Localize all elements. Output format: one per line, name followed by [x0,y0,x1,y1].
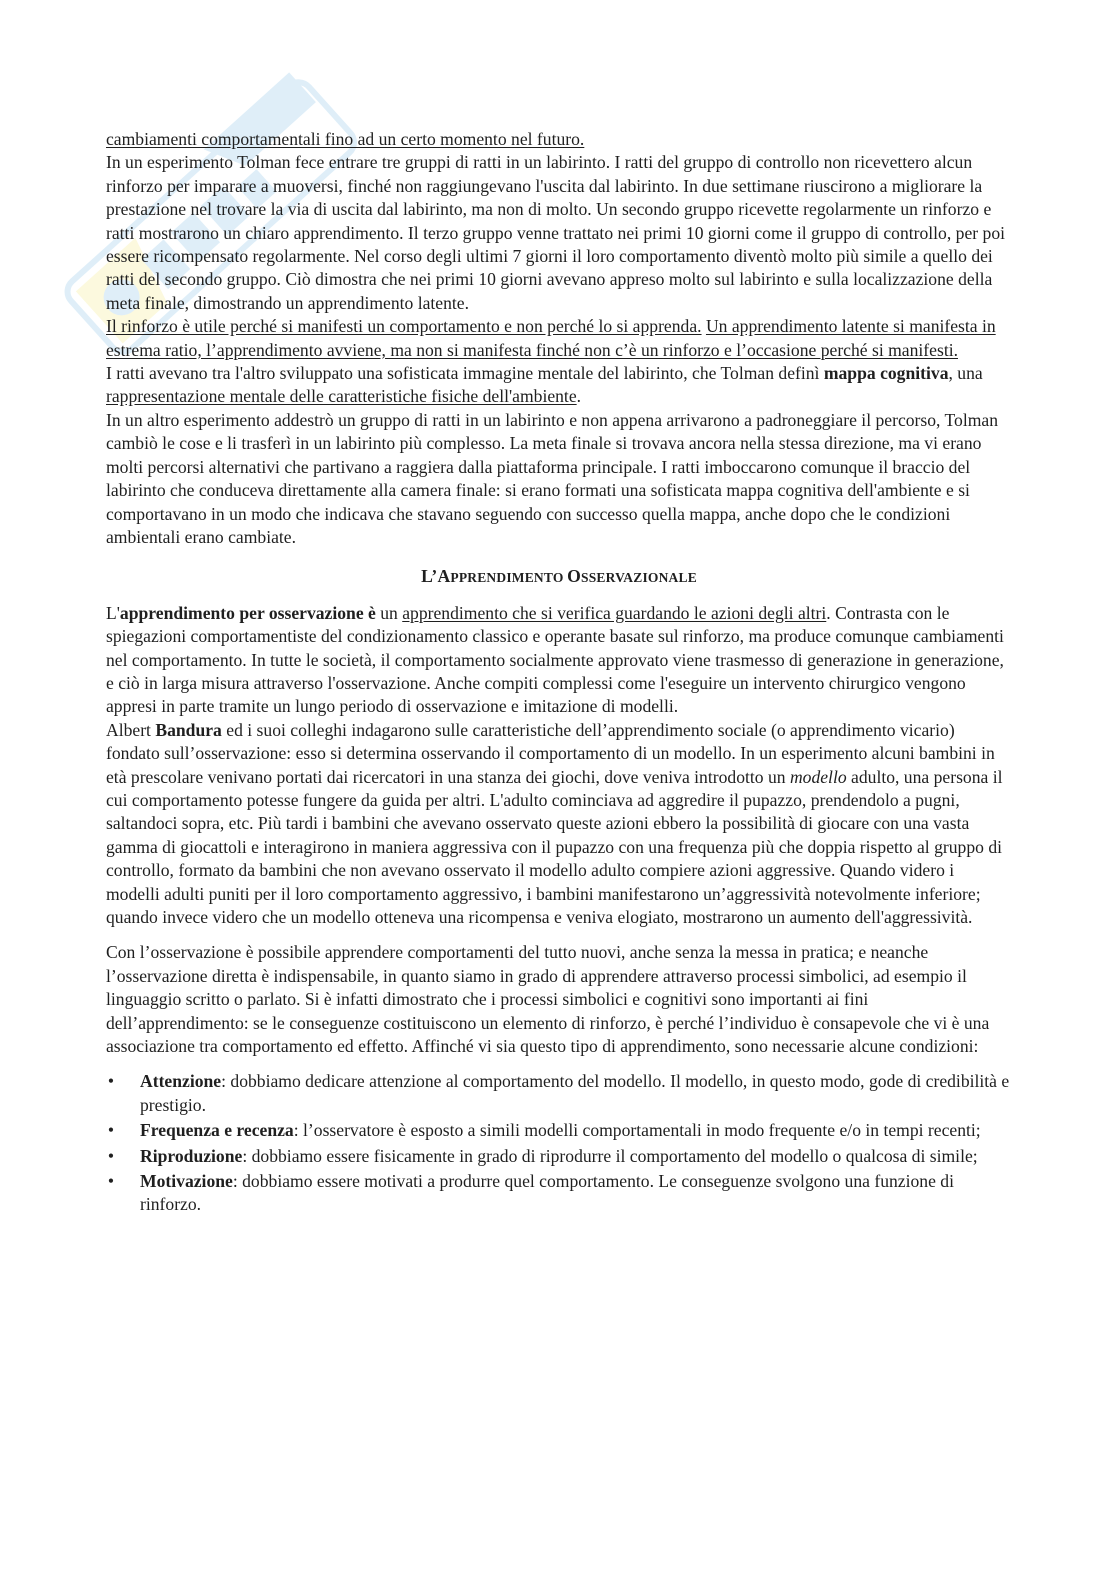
text-run: un [375,602,403,623]
bold-term: Motivazione [140,1171,233,1192]
text-run: : l’osservatore è esposto a simili modelli comportamentali in modo frequente e/o in tempi recenti; [293,1120,981,1141]
list-item [106,1145,1012,1168]
underlined-text: Il rinforzo è utile perché si manifesti un comportamento e non perché lo si apprenda. [106,316,702,337]
section-heading [106,565,1012,589]
bold-term: Attenzione [140,1071,222,1092]
bold-term: apprendimento per osservazione [119,602,364,623]
paragraph-second-experiment [106,409,1012,549]
bold-term: Frequenza e recenza [140,1120,294,1141]
heading-part: PPRENDIMENTO [450,570,568,586]
text-run: , una [948,363,983,384]
bold-term: Riproduzione [140,1145,243,1166]
text-run: I ratti avevano tra l'altro sviluppato una sofisticata immagine mentale del labirinto, che Tolman definì [106,363,824,384]
list-item [106,1170,1012,1217]
paragraph-bandura [106,719,1012,930]
text-run: : dobbiamo essere motivati a produrre quel comportamento. Le conseguenze svolgono una funzione di rinforzo. [140,1171,954,1215]
text-run: In un esperimento Tolman fece entrare tre gruppi di ratti in un labirinto. I ratti del gruppo di controllo non ricevettero alcun rinforzo per imparare a muoversi, finché non raggiungevano l'uscita dal labirinto. In due settimane riuscirono a migliorare la prestazione nel trovare la via di uscita dal labirinto, ma non di molto. Un secondo gruppo ricevette regolarmente un rinforzo e ratti mostrarono un chiaro apprendimento. Il terzo gruppo venne trattato nei primi 10 giorni come il gruppo di controllo, per poi essere ricompensato regolarmente. Nel corso degli ultimi 7 giorni il loro comportamento diventò molto più simile a quello dei ratti del secondo gruppo. Ciò dimostra che nei primi 10 giorni avevano appreso molto sul labirinto e sulla localizzazione della meta finale, dimostrando un apprendimento latente. [106,152,1005,313]
italic-term: modello [789,766,847,787]
text-run: In un altro esperimento addestrò un gruppo di ratti in un labirinto e non appena arrivarono a padroneggiare il percorso, Tolman cambiò le cose e li trasferì in un labirinto più complesso. La meta finale si trovava ancora nella stessa direzione, ma vi erano molti percorsi alternativi che partivano a raggiera dalla piattaforma principale. I ratti imboccarono comunque il braccio del labirinto che conduceva direttamente alla camera finale: si erano formati una sofisticata mappa cognitiva dell'ambiente e si comportavano in un modo che indicava che stavano seguendo con successo quella mappa, anche dopo che le condizioni ambientali erano cambiate. [106,409,999,547]
text-run: Con l’osservazione è possibile apprendere comportamenti del tutto nuovi, anche senza la messa in pratica; e neanche l’osservazione diretta è indispensabile, in quanto siamo in grado di apprendere attraverso processi simbolici, ad esempio il linguaggio scritto o parlato. Si è infatti dimostrato che i processi simbolici e cognitivi sono importanti ai fini dell’apprendimento: se le conseguenze costituiscono un elemento di rinforzo, è perché l’individuo è consapevole che vi è una associazione tra comportamento ed effetto. Affinché vi sia questo tipo di apprendimento, sono necessarie alcune condizioni: [106,942,990,1057]
paragraph-observational-learning [106,602,1012,719]
bullet-icon: • [107,1171,115,1192]
underlined-text: rappresentazione mentale delle caratteristiche fisiche dell'ambiente [106,386,577,407]
bold-term: è [368,602,376,623]
text-run: . Contrasta con le spiegazioni comportamentiste del condizionamento classico e operante basate sul rinforzo, ma produce comunque cambiamenti nel comportamento. In tutte le società, il comportamento socialmente approvato viene trasmesso di generazione in generazione, e ciò in larga misura attraverso l'osservazione. Anche compiti complessi come l'eseguire un intervento chirurgico vengono appresi in parte tramite un lungo periodo di osservazione e imitazione di modelli. [106,602,1004,717]
text-run: Albert [106,719,156,740]
paragraph-observation-conditions [106,941,1012,1058]
bullet-icon: • [107,1071,115,1092]
heading-part: L’A [421,566,451,587]
text-run: . [576,386,582,407]
text-run: L' [106,602,120,623]
bold-term: Bandura [155,719,222,740]
text-run: adulto, una persona il cui comportamento potesse fungere da guida per altri. L'adulto cominciava ad aggredire il pupazzo, prendendolo a pugni, saltandoci sopra, etc. Più tardi i bambini che avevano osservato queste azioni ebbero la possibilità di giocare con una vasta gamma di giocattoli e interagirono in maniera aggressiva con il pupazzo con una frequenza più che doppia rispetto al gruppo di controllo, formato da bambini che non avevano osservato il modello adulto compiere azioni aggressive. Quando videro i modelli adulti puniti per il loro comportamento aggressivo, i bambini manifestarono un’aggressività notevolmente inferiore; quando invece videro che un modello otteneva una ricompensa e veniva elogiato, mostrarono un aumento dell'aggressività. [106,766,1003,927]
text-run: ed i suoi colleghi indagarono sulle caratteristiche dell’apprendimento sociale (o apprendimento vicario) fondato sull’osservazione: esso si determina osservando il comportamento di un modello. In un esperimento alcuni bambini in età prescolare venivano portati dai ricercatori in una stanza dei giochi, dove veniva introdotto un [106,719,995,787]
underlined-text: Un apprendimento latente si manifesta in estrema ratio, l’apprendimento avviene, ma non si manifesta finché non c’è un rinforzo e l’occasione perché si manifesti. [106,316,996,360]
text-run: : dobbiamo dedicare attenzione al comportamento del modello. Il modello, in questo modo, gode di credibilità e prestigio. [140,1071,1010,1115]
heading-part: SSERVAZIONALE [581,570,697,586]
bold-term: mappa cognitiva [823,363,949,384]
underlined-text: apprendimento che si verifica guardando le azioni degli altri [402,602,827,623]
list-item [106,1119,1012,1142]
heading-part: O [567,566,581,587]
document-page [106,128,1012,1219]
underlined-text: cambiamenti comportamentali fino ad un certo momento nel futuro. [106,129,585,149]
conditions-list [106,1070,1012,1216]
list-item [106,1070,1012,1117]
paragraph-intro-fragment [106,128,1012,151]
text-run: : dobbiamo essere fisicamente in grado di riprodurre il comportamento del modello o qualcosa di simile; [242,1145,978,1166]
paragraph-reinforcement [106,315,1012,362]
bullet-icon: • [107,1120,115,1141]
bullet-icon: • [107,1145,115,1166]
paragraph-cognitive-map [106,362,1012,409]
paragraph-tolman-experiment [106,151,1012,315]
